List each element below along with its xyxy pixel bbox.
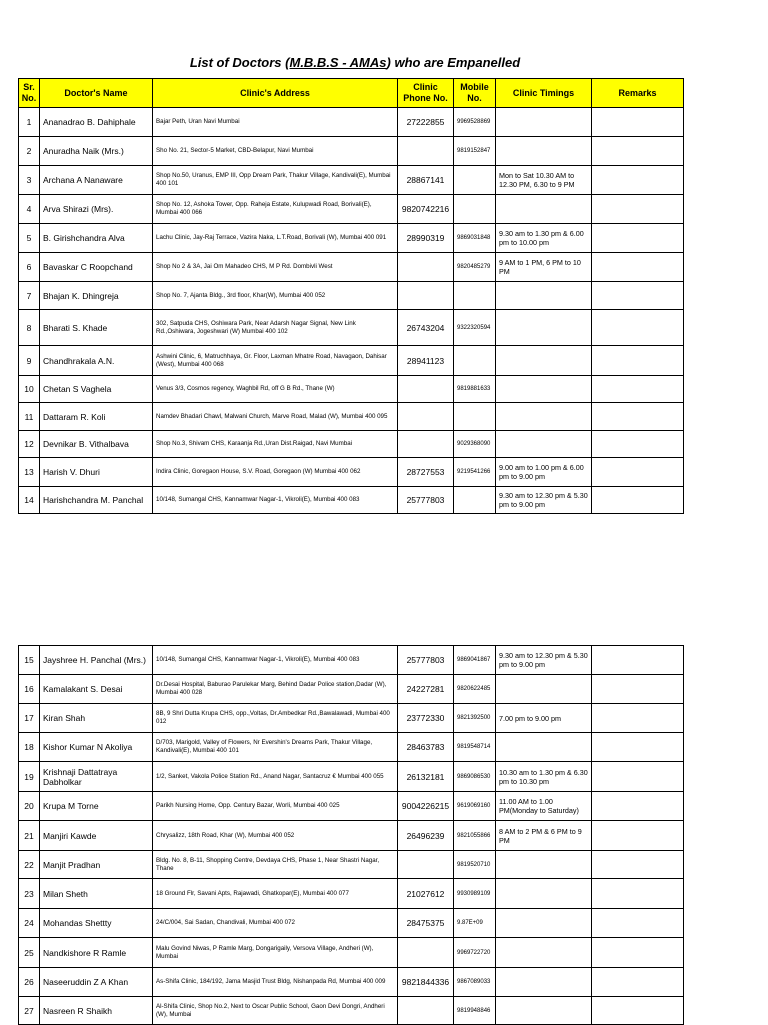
mobile-cell: 9819520710 (454, 851, 496, 879)
clinic-timings-cell (496, 968, 592, 997)
clinic-address-cell: 1/2, Sanket, Vakola Police Station Rd., Anand Nagar, Santacruz € Mumbai 400 055 (153, 762, 398, 792)
doctor-name-cell: Bharati S. Khade (40, 310, 153, 346)
sr-no-cell: 17 (19, 704, 40, 733)
doctor-name-cell: Harish V. Dhuri (40, 458, 153, 487)
clinic-address-cell: D/703, Marigold, Valley of Flowers, Nr Evershin's Dreams Park, Thakur Village, Kandivali(E), Mumbai 400 101 (153, 733, 398, 762)
sr-no-cell: 22 (19, 851, 40, 879)
clinic-address-cell: Chrysalizz, 18th Road, Khar (W), Mumbai 400 052 (153, 821, 398, 851)
sr-no-cell: 10 (19, 376, 40, 403)
clinic-timings-cell (496, 195, 592, 224)
clinic-phone-cell (398, 137, 454, 166)
clinic-address-cell: 302, Satpuda CHS, Oshiwara Park, Near Adarsh Nagar Signal, New Link Rd.,Oshiwara, Jogeshwari (W) Mumbai 400 102 (153, 310, 398, 346)
clinic-phone-cell: 28727553 (398, 458, 454, 487)
sr-no-cell: 24 (19, 909, 40, 938)
sr-no-cell: 16 (19, 675, 40, 704)
table-row (19, 997, 684, 1025)
remarks-cell (592, 166, 684, 195)
clinic-phone-cell (398, 253, 454, 282)
table-row (19, 195, 684, 224)
clinic-phone-cell: 25777803 (398, 487, 454, 514)
table-row (19, 346, 684, 376)
clinic-timings-cell: 9.30 am to 1.30 pm & 6.00 pm to 10.00 pm (496, 224, 592, 253)
sr-no-cell: 15 (19, 646, 40, 675)
clinic-address-cell: Shop No. 12, Ashoka Tower, Opp. Raheja Estate, Kulupwadi Road, Borivali(E), Mumbai 400 066 (153, 195, 398, 224)
doctor-name-cell: Mohandas Shettty (40, 909, 153, 938)
doctor-name-cell: Naseeruddin Z A Khan (40, 968, 153, 997)
mobile-cell: 9322320594 (454, 310, 496, 346)
table-row (19, 675, 684, 704)
clinic-address-cell: Indira Clinic, Goregaon House, S.V. Road, Goregaon (W) Mumbai 400 062 (153, 458, 398, 487)
clinic-timings-cell (496, 137, 592, 166)
sr-no-cell: 19 (19, 762, 40, 792)
table-row (19, 821, 684, 851)
table-row (19, 851, 684, 879)
clinic-phone-cell: 28867141 (398, 166, 454, 195)
clinic-timings-cell: 9 AM to 1 PM, 6 PM to 10 PM (496, 253, 592, 282)
clinic-phone-cell: 24227281 (398, 675, 454, 704)
mobile-cell (454, 166, 496, 195)
clinic-phone-cell (398, 938, 454, 968)
mobile-cell: 9821055866 (454, 821, 496, 851)
table-row (19, 879, 684, 909)
clinic-timings-cell (496, 909, 592, 938)
header-clinic-phone: Clinic Phone No. (398, 79, 454, 108)
clinic-address-cell: Namdev Bhadari Chawl, Malwani Church, Marve Road, Malad (W), Mumbai 400 095 (153, 403, 398, 431)
clinic-address-cell: Lachu Clinic, Jay-Raj Terrace, Vazira Naka, L.T.Road, Borivali (W), Mumbai 400 091 (153, 224, 398, 253)
doctor-name-cell: Milan Sheth (40, 879, 153, 909)
clinic-address-cell: 24/C/004, Sai Sadan, Chandivali, Mumbai 400 072 (153, 909, 398, 938)
sr-no-cell: 4 (19, 195, 40, 224)
mobile-cell: 9819548714 (454, 733, 496, 762)
clinic-phone-cell (398, 282, 454, 310)
mobile-cell (454, 195, 496, 224)
clinic-timings-cell: 10.30 am to 1.30 pm & 6.30 pm to 10.30 pm (496, 762, 592, 792)
header-sr-no: Sr. No. (19, 79, 40, 108)
clinic-phone-cell: 26132181 (398, 762, 454, 792)
clinic-address-cell: Shop No.3, Shivam CHS, Karaanja Rd.,Uran Dist.Raigad, Navi Mumbai (153, 431, 398, 458)
remarks-cell (592, 310, 684, 346)
doctor-name-cell: Krishnaji Dattatraya Dabholkar (40, 762, 153, 792)
clinic-address-cell: Shop No. 7, Ajanta Bldg., 3rd floor, Khar(W), Mumbai 400 052 (153, 282, 398, 310)
sr-no-cell: 5 (19, 224, 40, 253)
table-row (19, 282, 684, 310)
mobile-cell: 9869031848 (454, 224, 496, 253)
remarks-cell (592, 792, 684, 821)
clinic-phone-cell: 28463783 (398, 733, 454, 762)
clinic-address-cell: 18 Ground Flr, Savani Apts, Rajawadi, Ghatkopar(E), Mumbai 400 077 (153, 879, 398, 909)
sr-no-cell: 20 (19, 792, 40, 821)
mobile-cell (454, 282, 496, 310)
remarks-cell (592, 909, 684, 938)
doctor-name-cell: Devnikar B. Vithalbava (40, 431, 153, 458)
clinic-address-cell: 8B, 9 Shri Dutta Krupa CHS, opp.,Voltas, Dr.Ambedkar Rd.,Bawalawadi, Mumbai 400 012 (153, 704, 398, 733)
clinic-phone-cell (398, 403, 454, 431)
clinic-address-cell: 10/148, Sumangal CHS, Kannamwar Nagar-1, Vikroli(E), Mumbai 400 083 (153, 487, 398, 514)
clinic-timings-cell (496, 310, 592, 346)
sr-no-cell: 1 (19, 108, 40, 137)
remarks-cell (592, 997, 684, 1025)
header-remarks: Remarks (592, 79, 684, 108)
doctor-name-cell: Bhajan K. Dhingreja (40, 282, 153, 310)
mobile-cell: 9820622485 (454, 675, 496, 704)
mobile-cell: 9869086530 (454, 762, 496, 792)
doctors-table-page-1 (18, 78, 684, 514)
remarks-cell (592, 431, 684, 458)
clinic-phone-cell: 9004226215 (398, 792, 454, 821)
clinic-phone-cell: 27222855 (398, 108, 454, 137)
remarks-cell (592, 704, 684, 733)
clinic-phone-cell: 28941123 (398, 346, 454, 376)
doctor-name-cell: Kamalakant S. Desai (40, 675, 153, 704)
table-row (19, 108, 684, 137)
remarks-cell (592, 733, 684, 762)
remarks-cell (592, 137, 684, 166)
clinic-address-cell: Sho No. 21, Sector-5 Market, CBD-Belapur, Navi Mumbai (153, 137, 398, 166)
mobile-cell: 9867089033 (454, 968, 496, 997)
clinic-timings-cell: 9.30 am to 12.30 pm & 5.30 pm to 9.00 pm (496, 487, 592, 514)
mobile-cell: 9819948846 (454, 997, 496, 1025)
mobile-cell: 9819152847 (454, 137, 496, 166)
clinic-phone-cell: 28990319 (398, 224, 454, 253)
clinic-address-cell: As-Shifa Clinic, 184/192, Jama Masjid Trust Bldg, Nishanpada Rd, Mumbai 400 009 (153, 968, 398, 997)
table-header-row (19, 79, 684, 108)
sr-no-cell: 7 (19, 282, 40, 310)
clinic-timings-cell (496, 879, 592, 909)
remarks-cell (592, 487, 684, 514)
clinic-address-cell: Shop No.50, Uranus, EMP III, Opp Dream Park, Thakur Village, Kandivali(E), Mumbai 400 101 (153, 166, 398, 195)
table-row (19, 968, 684, 997)
clinic-phone-cell (398, 851, 454, 879)
doctor-name-cell: Krupa M Torne (40, 792, 153, 821)
clinic-timings-cell (496, 403, 592, 431)
remarks-cell (592, 968, 684, 997)
clinic-address-cell: Venus 3/3, Cosmos regency, Waghbil Rd, off G B Rd., Thane (W) (153, 376, 398, 403)
clinic-address-cell: Dr.Desai Hospital, Baburao Parulekar Marg, Behind Dadar Police station,Dadar (W), Mumbai 400 028 (153, 675, 398, 704)
mobile-cell: 9619069160 (454, 792, 496, 821)
clinic-timings-cell (496, 431, 592, 458)
remarks-cell (592, 938, 684, 968)
table-row (19, 792, 684, 821)
clinic-phone-cell: 28475375 (398, 909, 454, 938)
remarks-cell (592, 762, 684, 792)
remarks-cell (592, 646, 684, 675)
doctor-name-cell: Archana A Nanaware (40, 166, 153, 195)
mobile-cell (454, 403, 496, 431)
mobile-cell: 9029368090 (454, 431, 496, 458)
remarks-cell (592, 195, 684, 224)
remarks-cell (592, 282, 684, 310)
header-doctor-name: Doctor's Name (40, 79, 153, 108)
clinic-phone-cell: 26743204 (398, 310, 454, 346)
remarks-cell (592, 879, 684, 909)
clinic-phone-cell: 23772330 (398, 704, 454, 733)
sr-no-cell: 8 (19, 310, 40, 346)
clinic-address-cell: 10/148, Sumangal CHS, Kannamwar Nagar-1, Vikroli(E), Mumbai 400 083 (153, 646, 398, 675)
header-mobile: Mobile No. (454, 79, 496, 108)
mobile-cell (454, 346, 496, 376)
mobile-cell: 9821392500 (454, 704, 496, 733)
doctor-name-cell: Arva Shirazi (Mrs). (40, 195, 153, 224)
clinic-address-cell: Shop No 2 & 3A, Jai Om Mahadeo CHS, M P Rd. Dombivli West (153, 253, 398, 282)
clinic-address-cell: Parikh Nursing Home, Opp. Century Bazar, Worli, Mumbai 400 025 (153, 792, 398, 821)
sr-no-cell: 11 (19, 403, 40, 431)
doctor-name-cell: Chandhrakala A.N. (40, 346, 153, 376)
clinic-phone-cell: 9821844336 (398, 968, 454, 997)
clinic-timings-cell: 11.00 AM to 1.00 PM(Monday to Saturday) (496, 792, 592, 821)
clinic-address-cell: Bldg. No. 8, B-11, Shopping Centre, Devdaya CHS, Phase 1, Near Shastri Nagar, Thane (153, 851, 398, 879)
mobile-cell (454, 487, 496, 514)
sr-no-cell: 21 (19, 821, 40, 851)
header-clinic-address: Clinic's Address (153, 79, 398, 108)
clinic-phone-cell: 21027612 (398, 879, 454, 909)
table-row (19, 646, 684, 675)
doctor-name-cell: Manjiri Kawde (40, 821, 153, 851)
table-row (19, 704, 684, 733)
remarks-cell (592, 458, 684, 487)
clinic-phone-cell (398, 997, 454, 1025)
mobile-cell: 9820485279 (454, 253, 496, 282)
sr-no-cell: 9 (19, 346, 40, 376)
page-title: List of Doctors (M.B.B.S - AMAs) who are Empanelled (189, 55, 521, 70)
clinic-timings-cell (496, 733, 592, 762)
clinic-timings-cell (496, 938, 592, 968)
clinic-timings-cell (496, 851, 592, 879)
table-row (19, 909, 684, 938)
mobile-cell: 9969528869 (454, 108, 496, 137)
clinic-timings-cell: Mon to Sat 10.30 AM to 12.30 PM, 6.30 to 9 PM (496, 166, 592, 195)
table-row (19, 137, 684, 166)
table-row (19, 938, 684, 968)
table-row (19, 403, 684, 431)
doctor-name-cell: Bavaskar C Roopchand (40, 253, 153, 282)
clinic-timings-cell (496, 675, 592, 704)
sr-no-cell: 27 (19, 997, 40, 1025)
table-row (19, 733, 684, 762)
sr-no-cell: 18 (19, 733, 40, 762)
sr-no-cell: 2 (19, 137, 40, 166)
remarks-cell (592, 403, 684, 431)
mobile-cell: 9869041867 (454, 646, 496, 675)
table-row (19, 310, 684, 346)
mobile-cell: 9819881633 (454, 376, 496, 403)
doctor-name-cell: Harishchandra M. Panchal (40, 487, 153, 514)
table-row (19, 166, 684, 195)
sr-no-cell: 14 (19, 487, 40, 514)
clinic-timings-cell (496, 108, 592, 137)
clinic-phone-cell: 25777803 (398, 646, 454, 675)
clinic-timings-cell (496, 997, 592, 1025)
sr-no-cell: 23 (19, 879, 40, 909)
clinic-phone-cell (398, 376, 454, 403)
doctor-name-cell: Manjit Pradhan (40, 851, 153, 879)
mobile-cell: 9930989109 (454, 879, 496, 909)
doctor-name-cell: Jayshree H. Panchal (Mrs.) (40, 646, 153, 675)
doctor-name-cell: Nandkishore R Ramle (40, 938, 153, 968)
sr-no-cell: 3 (19, 166, 40, 195)
clinic-address-cell: Malu Govind Niwas, P Ramle Marg, Dongarigaily, Versova Village, Andheri (W), Mumbai (153, 938, 398, 968)
clinic-address-cell: Ashwini Clinic, 6, Matruchhaya, Gr. Floor, Laxman Mhatre Road, Navagaon, Dahisar (West), Mumbai 400 068 (153, 346, 398, 376)
clinic-timings-cell (496, 346, 592, 376)
clinic-timings-cell: 8 AM to 2 PM & 6 PM to 9 PM (496, 821, 592, 851)
doctors-table-page-2 (18, 645, 684, 1025)
doctor-name-cell: Dattaram R. Koli (40, 403, 153, 431)
doctor-name-cell: Chetan S Vaghela (40, 376, 153, 403)
header-clinic-timings: Clinic Timings (496, 79, 592, 108)
mobile-cell: 9969722720 (454, 938, 496, 968)
clinic-timings-cell: 9.30 am to 12.30 pm & 5.30 pm to 9.00 pm (496, 646, 592, 675)
table-row (19, 487, 684, 514)
sr-no-cell: 13 (19, 458, 40, 487)
remarks-cell (592, 224, 684, 253)
remarks-cell (592, 346, 684, 376)
mobile-cell: 9.87E+09 (454, 909, 496, 938)
table-row (19, 253, 684, 282)
table-row (19, 376, 684, 403)
clinic-address-cell: Bajar Peth, Uran Navi Mumbai (153, 108, 398, 137)
remarks-cell (592, 821, 684, 851)
clinic-timings-cell: 9.00 am to 1.00 pm & 6.00 pm to 9.00 pm (496, 458, 592, 487)
remarks-cell (592, 253, 684, 282)
clinic-phone-cell: 9820742216 (398, 195, 454, 224)
mobile-cell: 9219541266 (454, 458, 496, 487)
sr-no-cell: 6 (19, 253, 40, 282)
clinic-phone-cell (398, 431, 454, 458)
table-row (19, 431, 684, 458)
doctor-name-cell: Anuradha Naik (Mrs.) (40, 137, 153, 166)
sr-no-cell: 26 (19, 968, 40, 997)
doctor-name-cell: Nasreen R Shaikh (40, 997, 153, 1025)
sr-no-cell: 12 (19, 431, 40, 458)
doctor-name-cell: Kishor Kumar N Akoliya (40, 733, 153, 762)
doctor-name-cell: B. Girishchandra Alva (40, 224, 153, 253)
doctor-name-cell: Kiran Shah (40, 704, 153, 733)
clinic-address-cell: Al-Shifa Clinic, Shop No.2, Next to Oscar Public School, Gaon Devi Dongri, Andheri (W), Mumbai (153, 997, 398, 1025)
remarks-cell (592, 851, 684, 879)
table-row (19, 762, 684, 792)
sr-no-cell: 25 (19, 938, 40, 968)
clinic-phone-cell: 26496239 (398, 821, 454, 851)
doctor-name-cell: Ananadrao B. Dahiphale (40, 108, 153, 137)
table-row (19, 458, 684, 487)
table-row (19, 224, 684, 253)
clinic-timings-cell: 7.00 pm to 9.00 pm (496, 704, 592, 733)
remarks-cell (592, 376, 684, 403)
remarks-cell (592, 108, 684, 137)
remarks-cell (592, 675, 684, 704)
clinic-timings-cell (496, 376, 592, 403)
clinic-timings-cell (496, 282, 592, 310)
